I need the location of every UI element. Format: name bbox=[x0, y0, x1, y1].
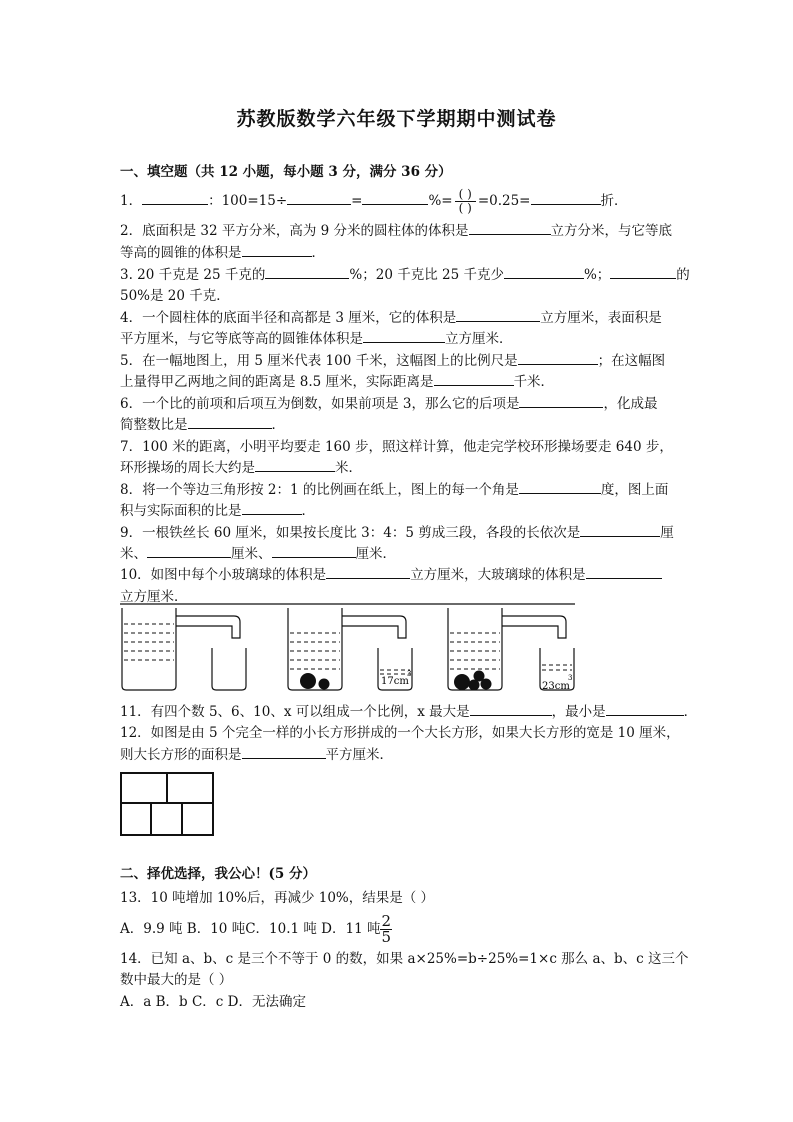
question-10: 10．如图中每个小玻璃球的体积是 立方厘米，大玻璃球的体积是 bbox=[120, 565, 676, 585]
question-2: 2．底面积是 32 平方分米，高为 9 分米的圆柱体的体积是 立方分米，与它等底 bbox=[120, 223, 673, 239]
glass-ball-figure bbox=[118, 600, 578, 696]
answer-blank[interactable] bbox=[242, 501, 302, 515]
question-8-cont: 积与实际面积的比是 ． bbox=[120, 503, 315, 519]
question-11: 11．有四个数 5、6、10、x 可以组成一个比例，x 最大是 ，最小是 ． bbox=[120, 704, 698, 720]
question-9: 9．一根铁丝长 60 厘米，如果按长度比 3：4：5 剪成三段，各段的长依次是 厘 bbox=[120, 525, 674, 541]
question-12-cont: 则大长方形的面积是 平方厘米． bbox=[120, 747, 393, 763]
question-12: 12．如图是由 5 个完全一样的小长方形拼成的一个大长方形，如果大长方形的宽是 10 厘米， bbox=[120, 725, 680, 741]
question-13: 13．10 吨增加 10%后，再减少 10%，结果是（ ） bbox=[120, 890, 435, 906]
answer-blank[interactable] bbox=[469, 221, 551, 235]
question-8: 8．将一个等边三角形按 2：1 的比例画在纸上，图上的每一个角是 度，图上面 bbox=[120, 482, 669, 498]
answer-blank[interactable] bbox=[606, 702, 684, 716]
small-glass-ball bbox=[319, 679, 330, 690]
rectangle-figure bbox=[119, 771, 215, 837]
volume-label-3: 23cm bbox=[542, 681, 570, 692]
answer-blank[interactable] bbox=[519, 394, 603, 408]
small-glass-ball bbox=[469, 680, 480, 691]
answer-blank[interactable] bbox=[255, 458, 335, 472]
answer-blank[interactable] bbox=[470, 702, 552, 716]
question-13-options: A．9.9 吨 B．10 吨C．10.1 吨 D．11 吨 $\frac{2}{5}$ bbox=[120, 912, 392, 946]
answer-blank[interactable] bbox=[610, 265, 676, 279]
section-heading-choice: 二、择优选择，我公心！(5 分） bbox=[120, 866, 316, 882]
answer-blank[interactable] bbox=[519, 480, 601, 494]
answer-blank[interactable] bbox=[326, 565, 410, 579]
question-4-cont: 平方厘米，与它等底等高的圆锥体体积是 立方厘米． bbox=[120, 331, 513, 347]
question-3-cont: 50%是 20 千克． bbox=[120, 288, 230, 304]
answer-blank[interactable] bbox=[518, 351, 598, 365]
question-6-cont: 简整数比是 ． bbox=[120, 417, 285, 433]
page-title: 苏教版数学六年级下学期期中测试卷 bbox=[236, 108, 557, 130]
answer-blank[interactable] bbox=[147, 544, 231, 558]
answer-blank[interactable] bbox=[242, 243, 312, 257]
answer-blank[interactable] bbox=[456, 308, 540, 322]
answer-blank[interactable] bbox=[363, 329, 445, 343]
question-1: 1． ：100=15÷ = %= $\frac{( )}{( )}$ =0.25= 折． bbox=[120, 187, 628, 215]
big-glass-ball bbox=[300, 673, 316, 689]
big-glass-ball bbox=[454, 674, 470, 690]
question-5-cont: 上量得甲乙两地之间的距离是 8.5 厘米，实际距离是 千米． bbox=[120, 374, 555, 390]
answer-blank[interactable] bbox=[531, 191, 601, 205]
question-6: 6．一个比的前项和后项互为倒数，如果前项是 3，那么它的后项是 ，化成最 bbox=[120, 396, 658, 412]
question-5: 5．在一幅地图上，用 5 厘米代表 100 千米，这幅图上的比例尺是 ；在这幅图 bbox=[120, 353, 666, 369]
volume-label-2: 17cm bbox=[381, 676, 409, 687]
question-14: 14．已知 a、b、c 是三个不等于 0 的数，如果 a×25%=b÷25%=1×c 那么 a、b、c 这三个 bbox=[120, 951, 689, 967]
blank-fraction: $\frac{( )}{( )}$ bbox=[455, 188, 476, 215]
question-7: 7．100 米的距离，小明平均要走 160 步，照这样计算，他走完学校环形操场要走 640 步， bbox=[120, 439, 673, 455]
question-4: 4．一个圆柱体的底面半径和高都是 3 厘米，它的体积是 立方厘米，表面积是 bbox=[120, 310, 662, 326]
answer-blank[interactable] bbox=[242, 745, 326, 759]
question-10-cont: 立方厘米． bbox=[120, 589, 188, 605]
question-14-cont: 数中最大的是（ ） bbox=[120, 972, 233, 988]
answer-blank[interactable] bbox=[504, 265, 584, 279]
question-9-cont: 米、 厘米、 厘米． bbox=[120, 546, 396, 562]
answer-blank[interactable] bbox=[142, 191, 208, 205]
question-3: 3. 20 千克是 25 千克的 %；20 千克比 25 千克少 %； 的 bbox=[120, 267, 690, 283]
answer-blank[interactable] bbox=[265, 265, 349, 279]
answer-blank[interactable] bbox=[188, 415, 272, 429]
question-14-options[interactable]: A．a B．b C．c D．无法确定 bbox=[120, 994, 306, 1010]
answer-blank[interactable] bbox=[287, 191, 351, 205]
answer-blank[interactable] bbox=[362, 191, 428, 205]
section-heading-fill-blank: 一、填空题（共 12 小题，每小题 3 分，满分 36 分） bbox=[120, 164, 452, 180]
answer-blank[interactable] bbox=[586, 565, 662, 579]
volume-label-3-sup: 3 bbox=[568, 674, 573, 682]
question-2-cont: 等高的圆锥的体积是 ． bbox=[120, 245, 325, 261]
answer-blank[interactable] bbox=[272, 544, 356, 558]
answer-blank[interactable] bbox=[434, 372, 514, 386]
small-glass-ball bbox=[481, 679, 492, 690]
volume-label-2-sup: 3 bbox=[407, 670, 412, 678]
answer-blank[interactable] bbox=[580, 523, 660, 537]
question-7-cont: 环形操场的周长大约是 米． bbox=[120, 460, 362, 476]
fraction-two-fifths: $\frac{2}{5}$ bbox=[381, 912, 392, 946]
